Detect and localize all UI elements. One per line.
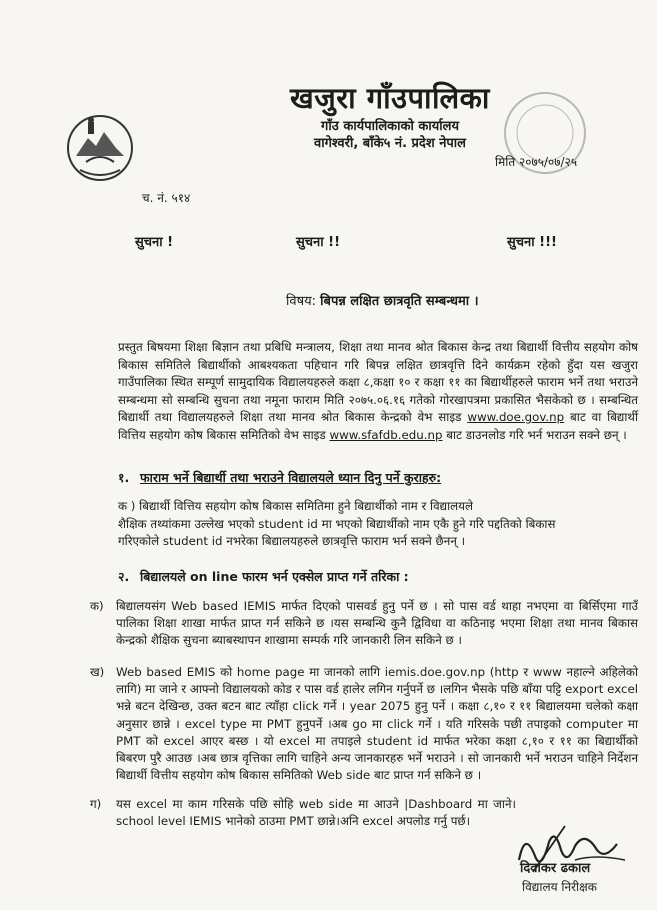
- list-marker: क): [90, 599, 104, 613]
- section1-number: १.: [118, 470, 130, 485]
- list-item-text: बिद्यालयसंग Web based IEMIS मार्फत दिएको पासवर्ड हुनु पर्ने छ । सो पास वर्ड थाहा नभएमा वा बिर्सिएमा गाउँ पालिका शिक्षा शाखा मार्फत प्राप्त गर्न सकिने छ ।यस सम्बन्धि कुनै द्विविधा वा कठिनाइ भएमा शिक्षा तथा मानव बिकास केन्द्रको शैक्षिक सुचना ब्याबस्थापन शाखामा सम्पर्क गरि जानकारी लिन सकिने छ ।: [116, 599, 638, 648]
- subject-label: विषय:: [286, 294, 317, 309]
- signatory-name: दिवाकर ढकाल: [520, 861, 591, 876]
- list-item-text: यस excel मा काम गरिसके पछि सोहि web side मा आउने |Dashboard मा जाने। school level IEMIS भानेको ठाउमा PMT छान्ने।अनि excel अपलोड गर्नु पर्छ।: [116, 797, 516, 829]
- subject-text: बिपन्न लक्षित छात्रवृति सम्बन्धमा ।: [320, 294, 479, 309]
- intro-text-1: प्रस्तुत बिषयमा शिक्षा बिज्ञान तथा प्रबिधि मन्त्रालय, शिक्षा तथा मानव श्रोत बिकास केन्द्र तथा बिद्यार्थी वित्तीय सहयोग कोष बिकास समितिले बिद्यार्थीको आबश्यकता पहिचान गरि बिपन्न लक्षित छात्रवृत्ति दिने कार्यक्रम रहेको हुँदा यस खजुरा गाउँपालिका स्थित सम्पूर्ण सामुदायिक विद्यालयहरुले कक्षा ८,कक्षा १० र कक्षा ११ का बिद्यार्थीहरुले फाराम भर्ने तथा भराउने सम्बन्धमा सो सम्बन्धि सुचना तथा नमूना फाराम मिति २०७५.०६.१६ गतेको गोरखापत्रमा प्रकासित भैसकेको छ । सम्बन्धित बिद्यार्थी तथा विद्यालयहरुले शिक्षा तथा मानव श्रोत बिकास केन्द्रको वेभ साइड: [118, 340, 638, 425]
- section2-item-kha: [90, 664, 638, 784]
- section2-item-ka: [90, 598, 638, 650]
- list-item-text: Web based EMIS को home page मा जानको लागि iemis.doe.gov.np (http र www नहाल्ने अहिलेको लागि) मा जाने र आफ्नो विद्यालयको कोड र पास वर्ड हालेर लगिन गर्नुपर्ने छ ।लगिन भैसके पछि बाँया पट्टि export excel भन्ने बटन देखिन्छ, उक्त बटन बाट त्याँहा click गर्ने । year 2075 हुनु पर्ने । कक्षा ८,१० र ११ बिद्यालयमा चलेको कक्षा अनुसार छान्ने । excel type मा PMT हुनुपर्ने ।अब go मा click गर्ने । यति गरिसके पछी तपाइको computer मा PMT को excel आएर बस्छ । यो excel मा तपाइले student id मार्फत भरेका कक्षा ८,१० र ११ का बिद्यार्थीको बिबरण पुरै आउछ ।अब छात्र वृत्तिका लागि चाहिने अन्य जानकारहरु भर्ने भराउने । सो जानकारी भर्ने भराउन चाहिने निर्देशन बिद्यार्थी वित्तीय सहयोग कोष बिकास समितिको Web side बाट प्राप्त गर्न सकिने छ ।: [116, 665, 638, 783]
- office-name: गाँउ कार्यपालिकाको कार्यालय: [321, 119, 459, 134]
- section1-item-a-line1: क ) बिद्यार्थी वित्तिय सहयोग कोष बिकास समितिमा हुने बिद्यार्थीको नाम र विद्यालयले: [118, 499, 473, 513]
- signatory-title: विद्यालय निरीक्षक: [522, 880, 597, 894]
- subject-line: [286, 291, 479, 309]
- section2-heading: बिद्यालयले on line फारम भर्न एक्सेल प्राप्त गर्ने तरिका :: [140, 569, 409, 584]
- intro-text-3: बाट डाउनलोड गरि भर्न भराउन सक्ने छन् ।: [446, 427, 627, 442]
- doe-link[interactable]: www.doe.gov.np: [467, 410, 565, 425]
- municipality-title: खजुरा गाँउपालिका: [290, 81, 490, 115]
- nepal-emblem-icon: [66, 112, 134, 184]
- list-marker: ग): [90, 797, 102, 811]
- section2-item-ga: [90, 796, 516, 830]
- section1-item-a: [118, 498, 638, 551]
- letter-date: मिति २०७५/०७/२५: [495, 155, 578, 169]
- section2-number: २.: [118, 569, 130, 584]
- intro-text-2: बाट वा बिद्यार्थी वित्तिय सहयोग कोष बिकास समितिको वेभ साइड: [118, 410, 639, 442]
- section1-item-a-line2: शैक्षिक तथ्यांकमा उल्लेख भएको student id मा भएको बिद्यार्थीको नाम एकै हुने गरि पद्दतिको बिकास: [118, 516, 556, 531]
- notice-heading-1: सुचना !: [135, 235, 174, 250]
- reference-number: च. नं. ५१४: [142, 191, 191, 205]
- sfafdb-link[interactable]: www.sfafdb.edu.np: [329, 427, 443, 442]
- notice-heading-3: सुचना !!!: [507, 235, 557, 250]
- notice-heading-2: सुचना !!: [296, 235, 341, 250]
- office-address: वागेश्वरी, बाँके५ नं. प्रदेश नेपाल: [313, 136, 466, 151]
- section1-heading: फाराम भर्ने बिद्यार्थी तथा भराउने विद्यालयले ध्यान दिनु पर्ने कुराहरु:: [140, 470, 442, 485]
- list-marker: ख): [90, 665, 105, 679]
- intro-paragraph: [118, 339, 638, 445]
- section1-item-a-line3: गरिएकोले student id नभरेका बिद्यालयहरुले छात्रवृत्ति फाराम भर्न सक्ने छैनन् ।: [118, 534, 466, 549]
